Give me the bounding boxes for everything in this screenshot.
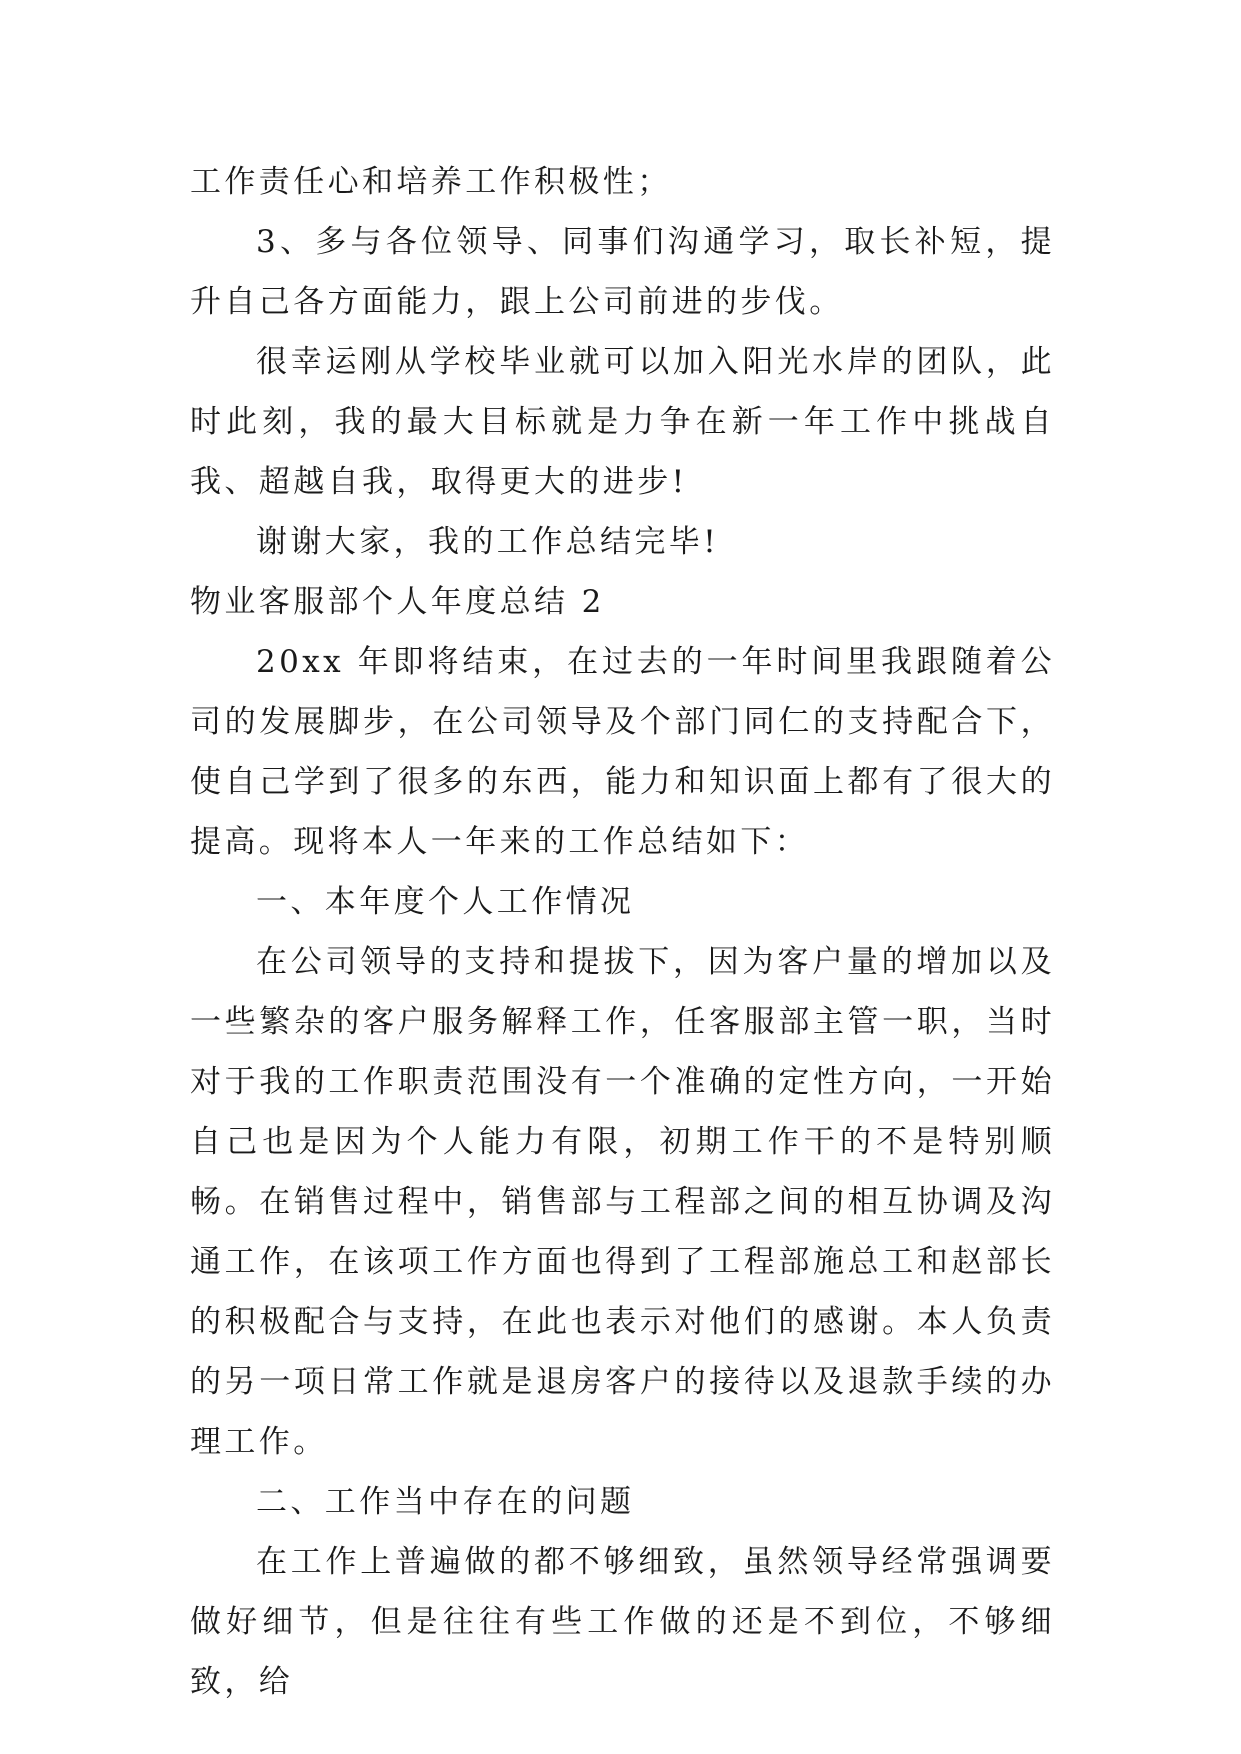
- paragraph-continuation: 工作责任心和培养工作积极性；: [190, 164, 672, 200]
- paragraph-intro: 20xx 年即将结束，在过去的一年时间里我跟随着公司的发展脚步，在公司领导及个部门同仁的支持配合下，使自己学到了很多的东西，能力和知识面上都有了很大的提高。现将本人一年来的工作总结如下：: [190, 644, 1055, 860]
- document-page: [190, 152, 1055, 1712]
- subheading-work-situation: 一、本年度个人工作情况: [256, 884, 635, 920]
- paragraph-problems: 在工作上普遍做的都不够细致，虽然领导经常强调要做好细节，但是往往有些工作做的还是不到位，不够细致，给: [190, 1544, 1055, 1700]
- subheading-problems: 二、工作当中存在的问题: [256, 1484, 635, 1520]
- paragraph-item-3: 3、多与各位领导、同事们沟通学习，取长补短，提升自己各方面能力，跟上公司前进的步伐。: [190, 224, 1055, 320]
- paragraph-work-situation: 在公司领导的支持和提拔下，因为客户量的增加以及一些繁杂的客户服务解释工作，任客服部主管一职，当时对于我的工作职责范围没有一个准确的定性方向，一开始自己也是因为个人能力有限，初期工作干的不是特别顺畅。在销售过程中，销售部与工程部之间的相互协调及沟通工作，在该项工作方面也得到了工程部施总工和赵部长的积极配合与支持，在此也表示对他们的感谢。本人负责的另一项日常工作就是退房客户的接待以及退款手续的办理工作。: [190, 944, 1055, 1460]
- paragraph-goal: 很幸运刚从学校毕业就可以加入阳光水岸的团队，此时此刻，我的最大目标就是力争在新一年工作中挑战自我、超越自我，取得更大的进步!: [190, 344, 1055, 500]
- section-title: 物业客服部个人年度总结 2: [190, 584, 605, 620]
- paragraph-thanks: 谢谢大家，我的工作总结完毕!: [256, 524, 720, 560]
